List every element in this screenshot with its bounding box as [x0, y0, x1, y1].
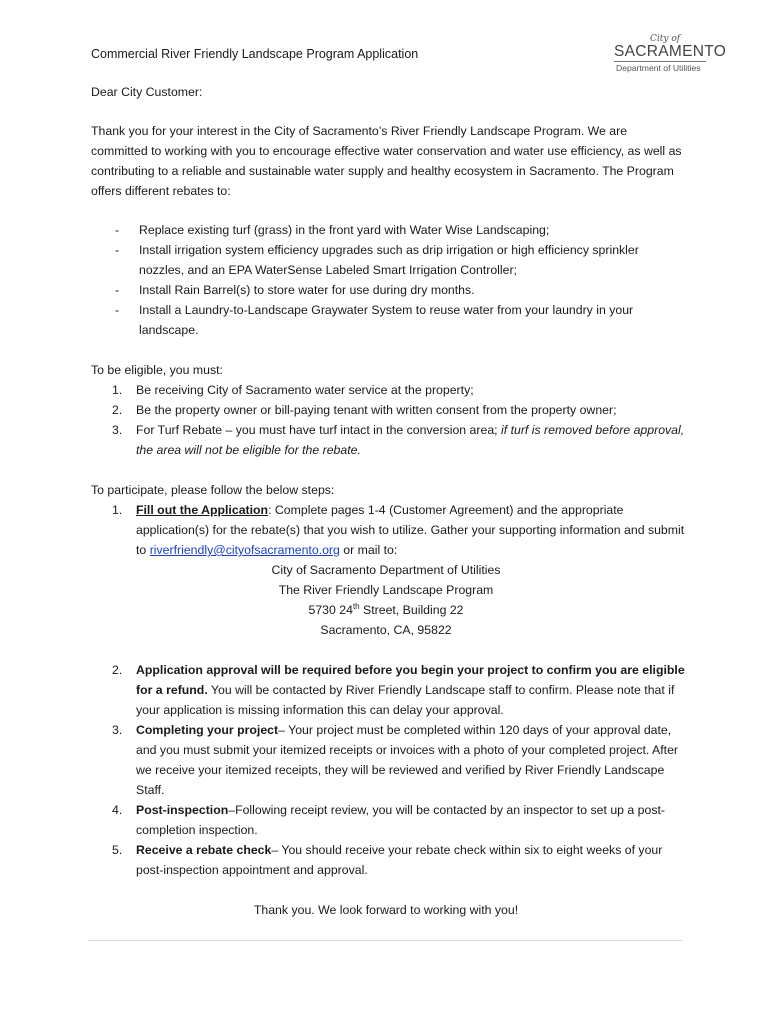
intro-paragraph: [91, 121, 686, 201]
eligibility-heading: To be eligible, you must:: [91, 363, 223, 377]
list-item: - Install irrigation system efficiency upgrades such as drip irrigation or high efficiency sprinkler nozzles, and an EPA WaterSense Labeled Smart Irrigation Controller;: [115, 243, 639, 277]
step-title: Application approval will be required before you begin your project to confirm you are eligible for a refund.: [136, 663, 685, 697]
list-item: - Install a Laundry-to-Landscape Graywater System to reuse water from your laundry in your landscape.: [115, 303, 634, 337]
list-item: 5. Receive a rebate check– You should receive your rebate check within six to eight weeks of your post-inspection appointment and approval.: [112, 843, 663, 877]
list-item: 1. Fill out the Application: Complete pages 1-4 (Customer Agreement) and the appropriate application(s) for the rebate(s) that you wish to utilize. Gather your supporting information and submit to riverfriendly@cityofsacramento.org or mail to:: [112, 503, 685, 557]
list-item: 2. Application approval will be required before you begin your project to confirm you are eligible for a refund. You will be contacted by River Friendly Landscape staff to confirm. Please note that if your application is missing information this can delay your approval.: [112, 663, 685, 717]
rebate-list: [91, 220, 686, 340]
list-item: 3. For Turf Rebate – you must have turf intact in the conversion area; if turf is removed before approval, the area will not be eligible for the rebate.: [112, 423, 685, 457]
logo-sacramento-text: SACRAMENTO: [614, 43, 727, 60]
steps-list-part2: [91, 660, 686, 880]
logo-dept-text: Department of Utilities: [616, 63, 701, 73]
participate-heading: To participate, please follow the below steps:: [91, 483, 335, 497]
eligibility-list: [91, 380, 686, 460]
greeting: Dear City Customer:: [91, 85, 203, 99]
document-header-title: Commercial River Friendly Landscape Program Application: [91, 47, 419, 61]
mailing-address: City of Sacramento Department of Utilities The River Friendly Landscape Program 5730 24th Street, Building 22 Sacramento, CA, 95822: [271, 563, 501, 637]
list-item: 1. Be receiving City of Sacramento water service at the property;: [112, 383, 474, 397]
email-link[interactable]: riverfriendly@cityofsacramento.org: [149, 543, 340, 557]
list-item: 2. Be the property owner or bill-paying tenant with written consent from the property owner;: [112, 403, 617, 417]
intro-text: Thank you for your interest in the City of Sacramento’s River Friendly Landscape Program. We are committed to working with you to encourage effective water conservation and water use efficiency, as well as contributing to a reliable and sustainable water supply and healthy ecosystem in Sacramento. The Program offers different rebates to:: [91, 124, 682, 198]
city-of-sacramento-logo: [610, 34, 727, 78]
list-item: - Replace existing turf (grass) in the front yard with Water Wise Landscaping;: [115, 223, 550, 237]
steps-list-part1: [91, 500, 686, 560]
step-title: Receive a rebate check: [136, 843, 272, 857]
logo-rule: [614, 61, 706, 62]
list-item: 4. Post-inspection–Following receipt review, you will be contacted by an inspector to set up a post-completion inspection.: [112, 803, 666, 837]
step-title: Post-inspection: [136, 803, 229, 817]
logo-city-text: City of: [650, 34, 681, 44]
list-item: 3. Completing your project– Your project must be completed within 120 days of your approval date, and you must submit your itemized receipts or invoices with a photo of your completed project. After we receive your itemized receipts, they will be reviewed and verified by River Friendly Landscape Staff.: [112, 723, 679, 797]
step-title: Fill out the Application: [136, 503, 269, 517]
list-item: - Install Rain Barrel(s) to store water for use during dry months.: [115, 283, 475, 297]
step-title: Completing your project: [136, 723, 279, 737]
footer-divider: [88, 940, 682, 941]
closing-line: Thank you. We look forward to working with you!: [253, 903, 519, 917]
